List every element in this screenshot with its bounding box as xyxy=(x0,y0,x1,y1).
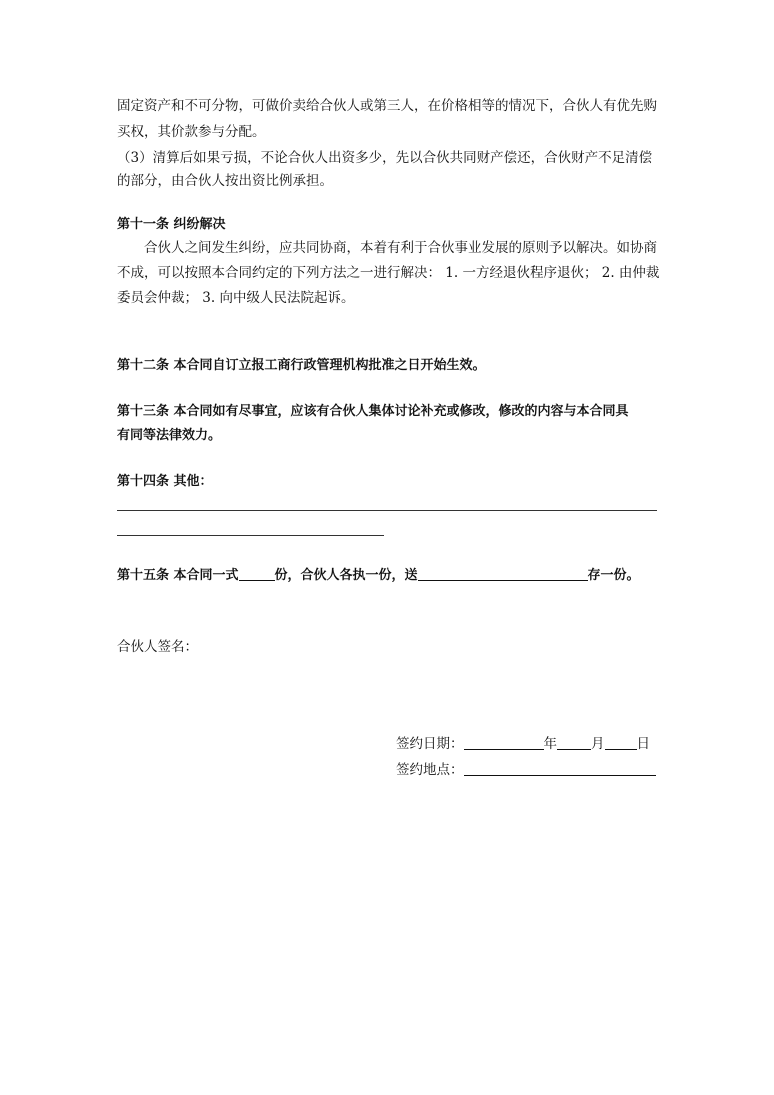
section10-line-4: 的部分，由合伙人按出资比例承担。 xyxy=(117,173,333,189)
section15-part-1: 第十五条 本合同一式 xyxy=(117,568,239,583)
section15-part-3: 存一份。 xyxy=(587,568,640,583)
section15-text xyxy=(117,566,677,586)
section13-line-2: 有同等法律效力。 xyxy=(117,428,222,443)
signing-date-row xyxy=(396,734,666,754)
day-label: 日 xyxy=(636,736,650,752)
signing-place-label: 签约地点： xyxy=(396,762,464,778)
month-label: 月 xyxy=(591,736,605,752)
month-blank[interactable] xyxy=(557,735,591,750)
section14-fill-line-1[interactable] xyxy=(117,510,657,511)
archive-recipient-blank[interactable] xyxy=(418,566,588,581)
section14-heading: 第十四条 其他： xyxy=(117,474,213,489)
partners-signature-label: 合伙人签名： xyxy=(117,639,198,655)
year-blank[interactable] xyxy=(464,735,544,750)
day-blank[interactable] xyxy=(605,735,637,750)
section11-line-2: 不成，可以按照本合同约定的下列方法之一进行解决： 1. 一方经退伙程序退伙； 2. 由仲裁 xyxy=(117,265,660,281)
section15-part-2: 份，合伙人各执一份，送 xyxy=(274,568,418,583)
section11-heading: 第十一条 纠纷解决 xyxy=(117,217,226,232)
signing-place-blank[interactable] xyxy=(464,761,656,776)
copies-blank[interactable] xyxy=(239,566,275,581)
section10-line-1: 固定资产和不可分物，可做价卖给合伙人或第三人，在价格相等的情况下，合伙人有优先购 xyxy=(117,98,657,114)
section10-line-3: （3）清算后如果亏损，不论合伙人出资多少，先以合伙共同财产偿还，合伙财产不足清偿 xyxy=(117,150,653,166)
year-label: 年 xyxy=(543,736,557,752)
section10-line-2: 买权，其价款参与分配。 xyxy=(117,124,266,140)
section14-fill-line-2[interactable] xyxy=(117,535,384,536)
section11-line-3: 委员会仲裁； 3. 向中级人民法院起诉。 xyxy=(117,290,355,306)
section12-text: 第十二条 本合同自订立报工商行政管理机构批准之日开始生效。 xyxy=(117,358,486,373)
signing-place-row xyxy=(396,760,666,780)
section11-line-1: 合伙人之间发生纠纷，应共同协商，本着有利于合伙事业发展的原则予以解决。如协商 xyxy=(144,240,657,256)
section13-line-1: 第十三条 本合同如有尽事宜，应该有合伙人集体讨论补充或修改，修改的内容与本合同具 xyxy=(117,404,629,419)
signing-date-label: 签约日期： xyxy=(396,736,464,752)
